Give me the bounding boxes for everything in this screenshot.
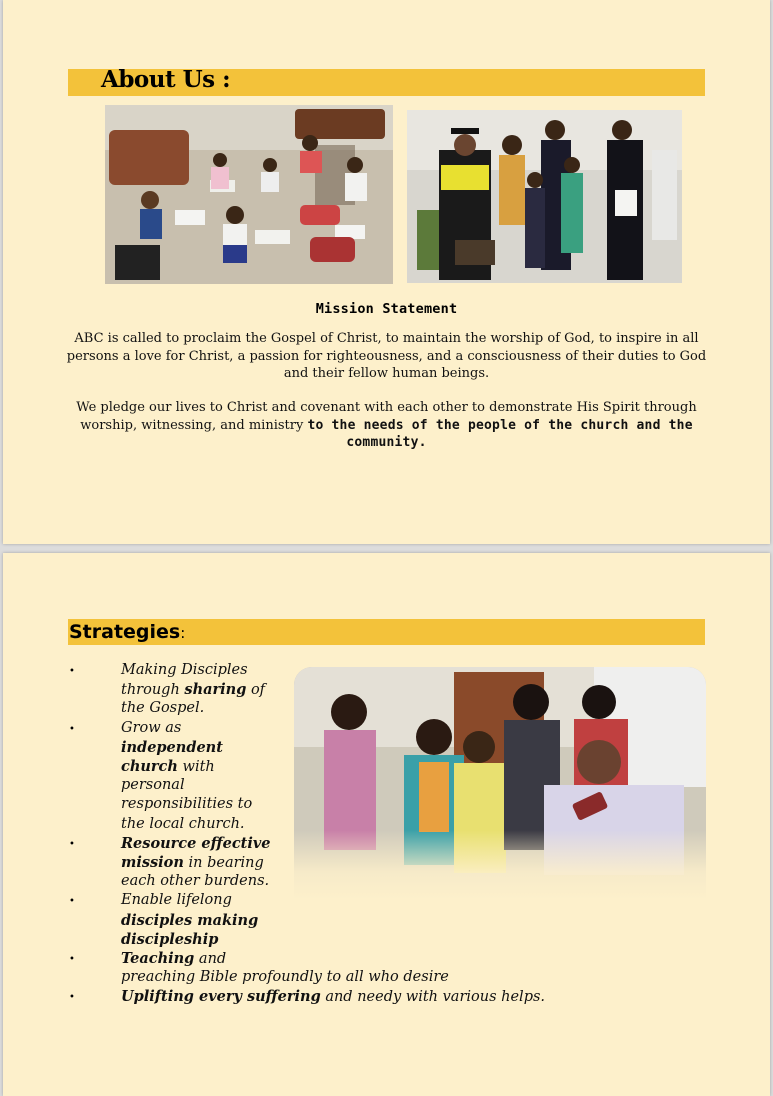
strategy-emphasis: discipleship (121, 930, 219, 948)
strategy-line (121, 968, 449, 987)
strategy-text: Enable lifelong (121, 892, 232, 909)
strategy-emphasis: independent (121, 738, 223, 756)
strategy-text: responsibilities to (121, 796, 253, 813)
strategy-line (121, 930, 218, 950)
strategy-line (121, 834, 271, 854)
strategy-line (121, 911, 258, 931)
strategies-title (69, 621, 185, 643)
strategy-emphasis: Uplifting every suffering (121, 988, 321, 1006)
strategy-line (121, 738, 223, 758)
strategy-text: of (246, 682, 266, 699)
bullet-marker: • (69, 954, 75, 965)
strategy-line (121, 699, 204, 718)
strategy-line (121, 853, 264, 873)
mission-paragraph-2 (65, 399, 708, 452)
strategy-line (121, 795, 252, 814)
strategy-line (121, 987, 545, 1007)
strategy-emphasis: mission (121, 854, 184, 871)
strategy-line (121, 661, 248, 680)
photo-fade-overlay (294, 667, 706, 900)
strategy-emphasis: sharing (184, 681, 247, 699)
page-strategies (3, 553, 770, 1096)
strategy-emphasis: church (121, 758, 178, 775)
strategy-text: Grow as (121, 719, 182, 736)
strategy-text: in bearing (183, 855, 264, 871)
bullet-marker: • (69, 666, 75, 677)
strategy-line (121, 776, 185, 795)
mission-paragraph-2-emphasis: to the needs of the people of the church and the community. (307, 417, 693, 450)
strategy-emphasis: Resource effective (121, 834, 271, 852)
bullet-marker: • (69, 838, 75, 850)
strategy-text: with (177, 759, 215, 775)
classroom-photo (105, 105, 393, 284)
strategy-text: preaching Bible profoundly to all who desire (121, 969, 449, 986)
strategy-emphasis: disciples making (121, 911, 259, 929)
strategy-text: the local church. (121, 815, 245, 832)
bullet-marker: • (69, 723, 75, 735)
strategy-line (121, 719, 181, 738)
strategies-title-colon: : (180, 624, 186, 642)
strategy-line (121, 872, 269, 891)
mission-statement-heading: Mission Statement (315, 301, 458, 317)
strategy-line (121, 815, 245, 834)
strategy-text: and needy with various helps. (320, 989, 546, 1006)
strategy-line (121, 757, 215, 777)
strategies-title-text: Strategies (69, 621, 181, 643)
bullet-marker: • (69, 992, 75, 1004)
group-selfie-photo (294, 667, 706, 900)
strategy-emphasis: Teaching (121, 950, 195, 967)
strategy-line (121, 680, 265, 700)
strategy-text: the Gospel. (121, 700, 205, 717)
mission-paragraph-1: ABC is called to proclaim the Gospel of Christ, to maintain the worship of God, to inspire in all persons a love for Christ, a passion for righteousness, and a consciousness of their duties to God and their fellow human beings. (66, 331, 707, 381)
strategy-text: and (194, 951, 227, 967)
about-title: About Us : (101, 66, 231, 93)
strategy-line (121, 949, 226, 969)
bullet-marker: • (69, 896, 75, 908)
graduation-photo (407, 110, 682, 283)
mission-paragraph-2-text: We pledge our lives to Christ and covenant with each other to demonstrate His Spirit through worship, witnessing, and ministry (76, 400, 697, 433)
strategy-text: through (121, 682, 185, 699)
strategy-text: personal (121, 777, 185, 794)
page-about (3, 0, 770, 544)
strategy-line (121, 891, 232, 910)
strategy-text: Making Disciples (121, 662, 248, 678)
strategy-text: each other burdens. (121, 873, 270, 890)
